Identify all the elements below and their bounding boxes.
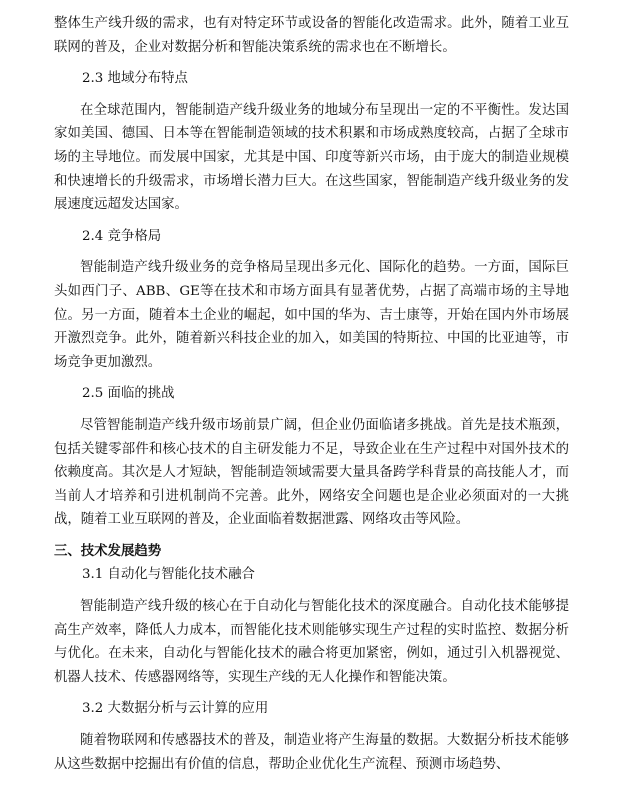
paragraph-competition: 智能制造产线升级业务的竞争格局呈现出多元化、国际化的趋势。一方面，国际巨头如西门子、ABB、GE等在技术和市场方面具有显著优势，占据了高端市场的主导地位。另一方面，随着本土企业的崛起，如中国的华为、吉士康等，开始在国内外市场展开激烈竞争。此外，随着新兴科技企业的加入，如美国的特斯拉、中国的比亚迪等，市场竞争更加激烈。 <box>54 260 569 370</box>
heading-2-4-competition: 2.4 竞争格局 <box>82 228 162 244</box>
heading-2-3-regional-distribution: 2.3 地域分布特点 <box>82 71 188 87</box>
paragraph-challenges: 尽管智能制造产线升级市场前景广阔，但企业仍面临诸多挑战。首先是技术瓶颈，包括关键零部件和核心技术的自主研发能力不足，导致企业在生产过程中对国外技术的依赖度高。其次是人才短缺，智能制造领域需要大量具备跨学科背景的高技能人才，而当前人才培养和引进机制尚不完善。此外，网络安全问题也是企业必须面对的一大挑战，随着工业互联网的普及，企业面临着数据泄露、网络攻击等风险。 <box>54 417 569 528</box>
heading-3-2-big-data-cloud: 3.2 大数据分析与云计算的应用 <box>82 701 269 717</box>
paragraph-big-data-cloud: 随着物联网和传感器技术的普及，制造业将产生海量的数据。大数据分析技术能够从这些数据中挖掘出有价值的信息，帮助企业优化生产流程、预测市场趋势、 <box>54 733 569 772</box>
heading-3-1-automation-intelligence: 3.1 自动化与智能化技术融合 <box>82 567 255 583</box>
heading-section-3-tech-trends: 三、技术发展趋势 <box>54 542 162 559</box>
paragraph-regional-distribution: 在全球范围内，智能制造产线升级业务的地域分布呈现出一定的不平衡性。发达国家如美国、德国、日本等在智能制造领域的技术积累和市场成熟度较高，占据了全球市场的主导地位。而发展中国家，尤其是中国、印度等新兴市场，由于庞大的制造业规模和快速增长的升级需求，市场增长潜力巨大。在这些国家，智能制造产线升级业务的发展速度远超发达国家。 <box>54 102 569 213</box>
paragraph-demand-continued: 整体生产线升级的需求，也有对特定环节或设备的智能化改造需求。此外，随着工业互联网的普及，企业对数据分析和智能决策系统的需求也在不断增长。 <box>54 16 569 55</box>
heading-2-5-challenges: 2.5 面临的挑战 <box>82 386 175 402</box>
paragraph-automation-intelligence: 智能制造产线升级的核心在于自动化与智能化技术的深度融合。自动化技术能够提高生产效率，降低人力成本，而智能化技术则能够实现生产过程的实时监控、数据分析与优化。在未来，自动化与智能化技术的融合将更加紧密，例如，通过引入机器视觉、机器人技术、传感器网络等，实现生产线的无人化操作和智能决策。 <box>54 599 569 685</box>
